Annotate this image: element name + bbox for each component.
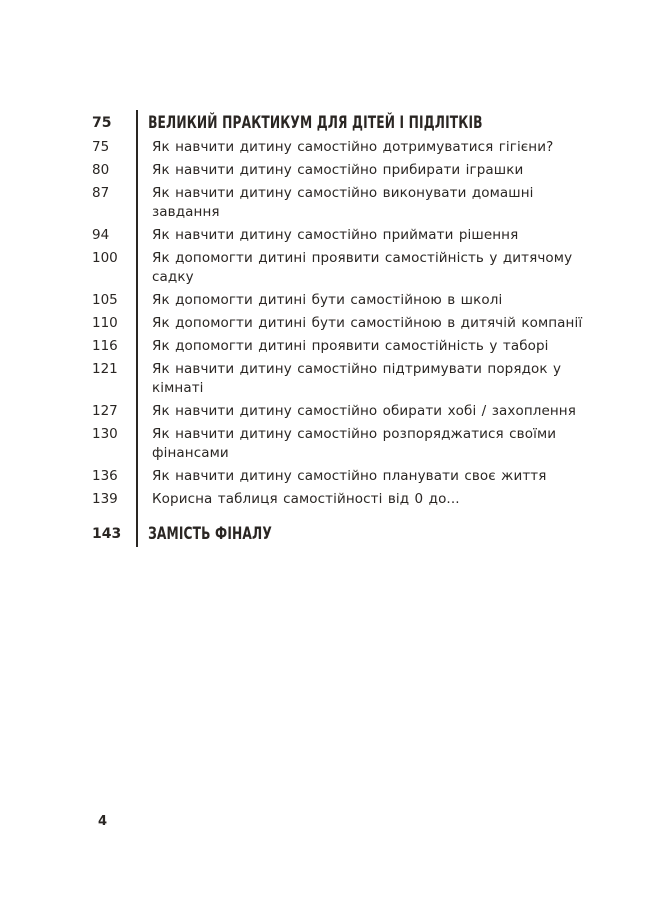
entry-page-number: 80 (92, 162, 110, 178)
toc-entry (92, 335, 592, 358)
entry-title: Як навчити дитину самостійно виконувати домашні завдання (152, 185, 534, 220)
toc-spacer (92, 511, 592, 521)
entry-page-number: 100 (92, 250, 118, 266)
toc-entry (92, 358, 592, 400)
toc-entry (92, 423, 592, 465)
entry-page-number: 121 (92, 361, 118, 377)
entry-page-number: 105 (92, 292, 118, 308)
toc-entry (92, 136, 592, 159)
entry-page-number: 116 (92, 338, 118, 354)
toc-entry (92, 400, 592, 423)
toc-entry (92, 224, 592, 247)
entry-page-number: 139 (92, 491, 118, 507)
toc-entry (92, 488, 592, 511)
entry-title: Як допомогти дитині проявити самостійність у дитячому садку (152, 250, 573, 285)
entry-title: Як навчити дитину самостійно планувати своє життя (152, 468, 547, 484)
toc-entry (92, 159, 592, 182)
section-title: ЗАМІСТЬ ФІНАЛУ (148, 524, 272, 544)
entry-page-number: 87 (92, 185, 110, 201)
toc-entry (92, 465, 592, 488)
entry-title: Корисна таблиця самостійності від 0 до... (152, 491, 460, 507)
entry-page-number: 94 (92, 227, 110, 243)
toc-entry (92, 182, 592, 224)
entry-page-number: 130 (92, 426, 118, 442)
entry-title: Як навчити дитину самостійно приймати рішення (152, 227, 519, 243)
entry-page-number: 136 (92, 468, 118, 484)
toc-section-heading (92, 110, 592, 136)
entry-title: Як допомогти дитині бути самостійною в школі (152, 292, 503, 308)
entry-page-number: 75 (92, 139, 110, 155)
entry-title: Як навчити дитину самостійно обирати хобі / захоплення (152, 403, 576, 419)
page-number: 4 (98, 814, 108, 829)
section-title: ВЕЛИКИЙ ПРАКТИКУМ ДЛЯ ДІТЕЙ І ПІДЛІТКІВ (148, 113, 483, 133)
entry-title: Як навчити дитину самостійно підтримувати порядок у кімнаті (152, 361, 562, 396)
section-page-number: 75 (92, 115, 112, 131)
toc-section-heading (92, 521, 592, 547)
entry-title: Як навчити дитину самостійно прибирати іграшки (152, 162, 524, 178)
entry-title: Як допомогти дитині бути самостійною в дитячій компанії (152, 315, 583, 331)
entry-title: Як допомогти дитині проявити самостійність у таборі (152, 338, 549, 354)
section-page-number: 143 (92, 526, 122, 542)
table-of-contents (92, 110, 592, 547)
entry-title: Як навчити дитину самостійно дотримуватися гігієни? (152, 139, 554, 155)
entry-page-number: 127 (92, 403, 118, 419)
toc-entry (92, 289, 592, 312)
toc-entry (92, 247, 592, 289)
entry-title: Як навчити дитину самостійно розпоряджатися своїми фінансами (152, 426, 557, 461)
toc-entry (92, 312, 592, 335)
entry-page-number: 110 (92, 315, 118, 331)
